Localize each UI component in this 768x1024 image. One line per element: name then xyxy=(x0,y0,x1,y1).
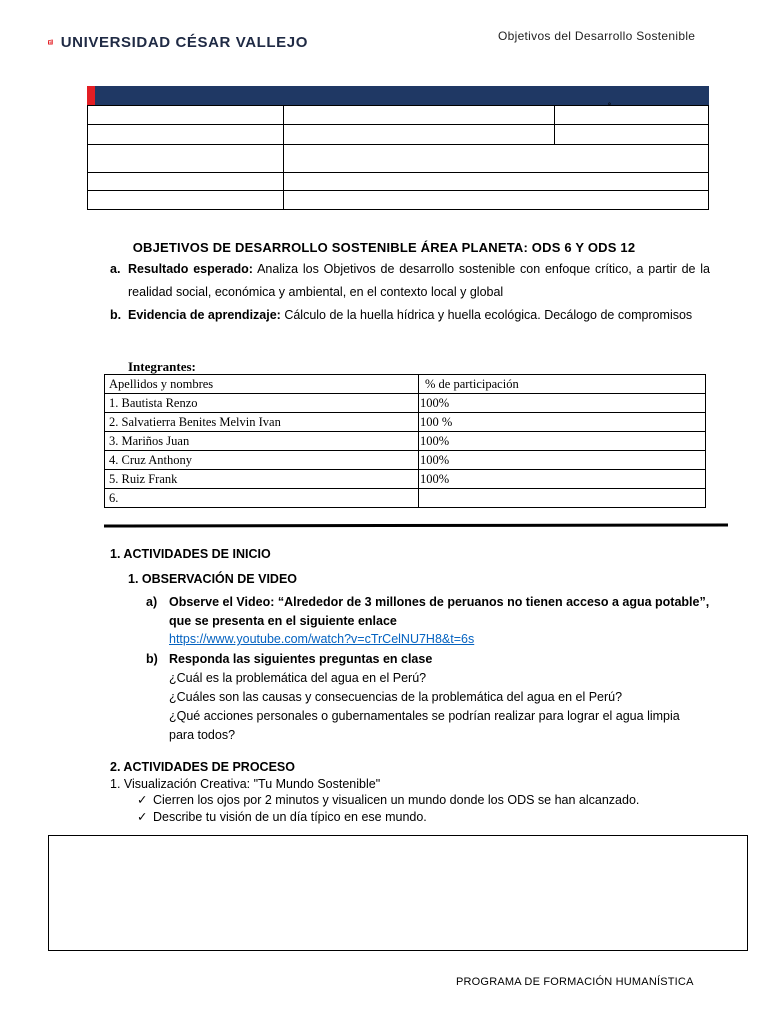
section-heading: 1. ACTIVIDADES DE INICIO xyxy=(110,547,271,561)
video-link[interactable]: https://www.youtube.com/watch?v=cTrCelNU7H8&t=6s xyxy=(169,632,475,646)
form-cell[interactable] xyxy=(88,191,284,210)
member-name[interactable]: 5. Ruiz Frank xyxy=(105,470,419,489)
footer-program: PROGRAMA DE FORMACIÓN HUMANÍSTICA xyxy=(456,976,694,988)
video-instruction-cont: que se presenta en el siguiente enlace xyxy=(169,614,397,628)
member-participation[interactable]: 100% xyxy=(419,470,706,489)
column-header: Apellidos y nombres xyxy=(105,375,419,394)
member-participation[interactable]: 100% xyxy=(419,394,706,413)
member-name[interactable]: 2. Salvatierra Benites Melvin Ivan xyxy=(105,413,419,432)
document-title: Objetivos del Desarrollo Sostenible xyxy=(498,29,696,43)
goal-text: Analiza los Objetivos de desarrollo sostenible con enfoque crítico, a partir de la realidad social, económica y ambiental, en el contexto local y global xyxy=(128,262,710,299)
check-item-text: Cierren los ojos por 2 minutos y visualicen un mundo donde los ODS se han alcanzado. xyxy=(153,793,640,807)
answer-box[interactable] xyxy=(48,835,748,951)
check-item-text: Describe tu visión de un día típico en ese mundo. xyxy=(153,810,427,824)
form-cell[interactable] xyxy=(88,125,284,145)
table-row xyxy=(105,394,706,413)
questions-heading: Responda las siguientes preguntas en clase xyxy=(169,652,433,666)
university-logo xyxy=(48,24,308,60)
video-instruction: Observe el Video: “Alrededor de 3 millones de peruanos no tienen acceso a agua potable”, xyxy=(169,595,710,609)
member-name[interactable]: 1. Bautista Renzo xyxy=(105,394,419,413)
table-row xyxy=(105,489,706,508)
form-cell[interactable] xyxy=(88,145,284,173)
section-heading: 2. ACTIVIDADES DE PROCESO xyxy=(110,760,295,774)
checkmark-icon: ✓ xyxy=(137,793,148,807)
table-row xyxy=(105,470,706,489)
form-cell[interactable] xyxy=(284,125,555,145)
table-header-row xyxy=(105,375,706,394)
goal-label: Evidencia de aprendizaje: xyxy=(128,308,281,322)
column-header: % de participación xyxy=(419,375,706,394)
sub-heading: 1. OBSERVACIÓN DE VIDEO xyxy=(128,572,298,586)
member-name[interactable]: 6. xyxy=(105,489,419,508)
form-cell[interactable] xyxy=(284,145,709,173)
question-item: ¿Qué acciones personales o gubernamentales se podrían realizar para lograr el agua limpia xyxy=(169,709,680,723)
member-name[interactable]: 3. Mariños Juan xyxy=(105,432,419,451)
member-participation[interactable]: 100% xyxy=(419,451,706,470)
ucv-shield-icon xyxy=(48,25,53,59)
question-item: ¿Cuáles son las causas y consecuencias de la problemática del agua en el Perú? xyxy=(169,690,623,704)
member-name[interactable]: 4. Cruz Anthony xyxy=(105,451,419,470)
activity-item: 1. Visualización Creativa: "Tu Mundo Sostenible" xyxy=(110,777,381,791)
table-row xyxy=(105,432,706,451)
university-name: UNIVERSIDAD CÉSAR VALLEJO xyxy=(60,33,308,51)
check-item xyxy=(137,808,427,827)
goal-text: Cálculo de la huella hídrica y huella ecológica. Decálogo de compromisos xyxy=(280,308,693,322)
form-cell[interactable] xyxy=(284,173,709,191)
checkmark-icon: ✓ xyxy=(137,810,148,824)
student-info-table xyxy=(87,105,709,210)
form-cell[interactable] xyxy=(555,106,709,125)
goal-item-b xyxy=(110,304,710,327)
table-row xyxy=(105,451,706,470)
item-marker: a) xyxy=(146,595,158,609)
member-participation[interactable] xyxy=(419,489,706,508)
form-dot-mark: ˚ xyxy=(608,103,612,114)
goal-marker: b. xyxy=(110,308,122,322)
goal-marker: a. xyxy=(110,262,121,276)
form-cell[interactable] xyxy=(555,125,709,145)
question-item: ¿Cuál es la problemática del agua en el Perú? xyxy=(169,671,427,685)
goal-item-a xyxy=(110,258,710,304)
form-header-bar xyxy=(87,86,709,105)
form-cell[interactable] xyxy=(284,191,709,210)
form-cell[interactable] xyxy=(284,106,555,125)
section-title: OBJETIVOS DE DESARROLLO SOSTENIBLE ÁREA PLANETA: ODS 6 Y ODS 12 xyxy=(132,240,636,255)
goal-label: Resultado esperado: xyxy=(128,262,253,276)
integrantes-label: Integrantes: xyxy=(128,359,196,374)
form-cell[interactable] xyxy=(88,106,284,125)
question-item: para todos? xyxy=(169,728,236,742)
form-cell[interactable] xyxy=(88,173,284,191)
section-divider xyxy=(104,523,728,527)
members-table xyxy=(104,374,706,508)
member-participation[interactable]: 100% xyxy=(419,432,706,451)
table-row xyxy=(105,413,706,432)
item-marker: b) xyxy=(146,652,158,666)
member-participation[interactable]: 100 % xyxy=(419,413,706,432)
form-header-accent xyxy=(87,86,95,105)
